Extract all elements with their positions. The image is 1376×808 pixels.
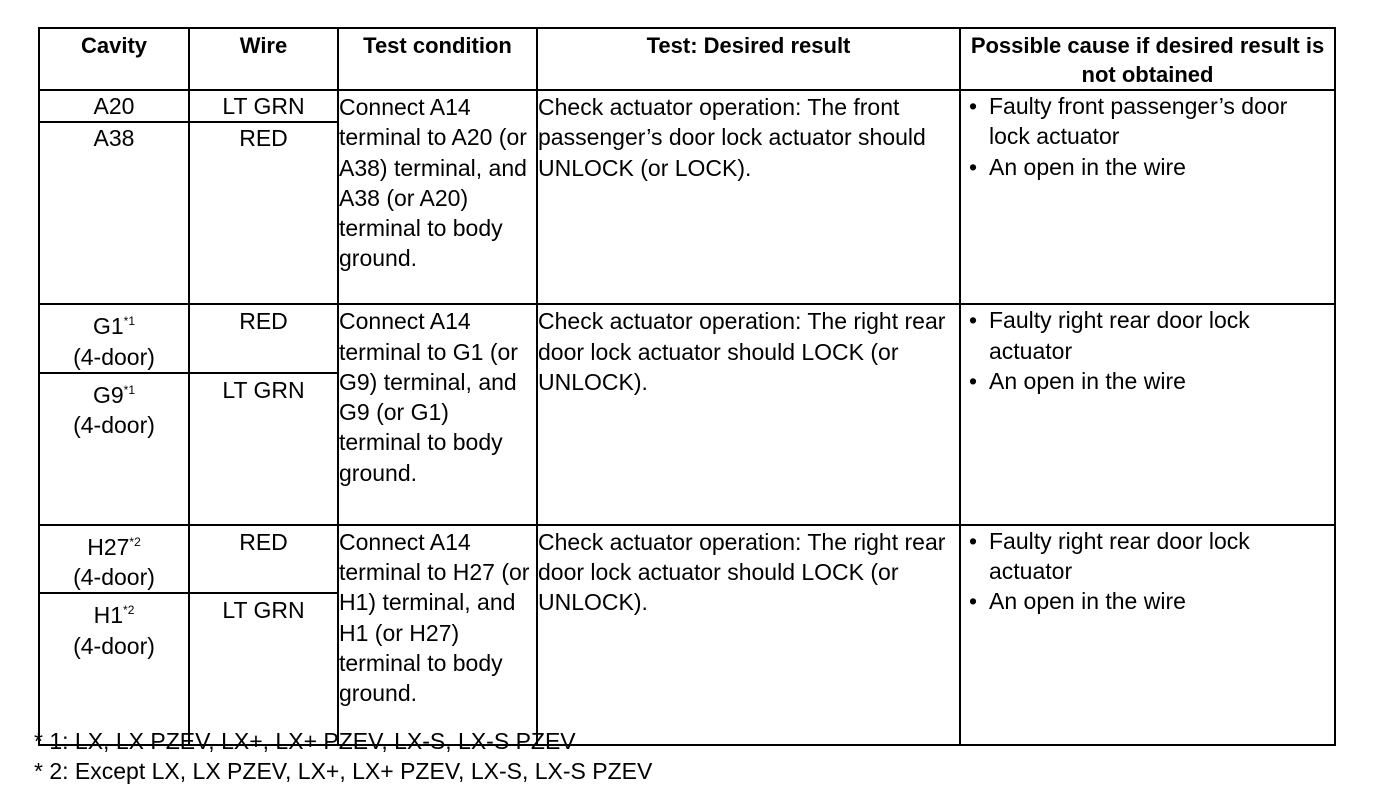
wire-color: LT GRN <box>222 376 305 403</box>
cause-list <box>961 91 1334 182</box>
bullet-icon: • <box>969 307 978 334</box>
bullet-icon: • <box>969 588 978 615</box>
possible-cause-cell <box>960 304 1335 525</box>
wire-cell <box>189 525 338 594</box>
header-row <box>39 28 1335 90</box>
cavity-id: A20 <box>93 93 135 119</box>
desired-result-text: Check actuator operation: The front passenger’s door lock actuator should UNLOCK (or LOCK). <box>538 94 926 181</box>
cause-text: Faulty front passenger’s door lock actuator <box>989 93 1288 150</box>
wire-cell <box>189 304 338 373</box>
footnote-ref: *1 <box>123 382 136 397</box>
table-row <box>39 304 1335 373</box>
cavity-cell <box>39 304 189 373</box>
table-row <box>39 90 1335 122</box>
cause-text: An open in the wire <box>989 588 1186 615</box>
cause-text: An open in the wire <box>989 367 1186 394</box>
cause-item <box>961 366 1334 396</box>
wire-cell <box>189 593 338 745</box>
cause-item <box>961 152 1334 182</box>
wire-color: RED <box>239 528 288 555</box>
bullet-icon: • <box>969 527 978 554</box>
footnote-ref: *2 <box>123 603 135 618</box>
header-possible-cause: Possible cause if desired result is not obtained <box>960 28 1335 90</box>
cause-item <box>961 91 1334 152</box>
possible-cause-cell <box>960 90 1335 304</box>
cavity-cell <box>39 90 189 122</box>
header-desired-result: Test: Desired result <box>537 28 960 90</box>
wire-color: LT GRN <box>222 93 305 119</box>
header-cavity: Cavity <box>39 28 189 90</box>
desired-result-cell <box>537 525 960 746</box>
footnote-ref: *1 <box>123 314 136 329</box>
table-row <box>39 525 1335 594</box>
footnote-ref: *2 <box>129 534 141 549</box>
test-condition-cell <box>338 304 537 525</box>
cause-text: Faulty right rear door lock actuator <box>989 307 1250 364</box>
cavity-note: (4-door) <box>73 412 155 439</box>
wire-cell <box>189 90 338 122</box>
test-table <box>38 27 1336 746</box>
possible-cause-cell <box>960 525 1335 746</box>
wire-color: RED <box>239 308 288 335</box>
cause-item <box>961 526 1334 587</box>
footnote-2: * 2: Except LX, LX PZEV, LX+, LX+ PZEV, LX-S, LX-S PZEV <box>34 758 653 784</box>
test-condition-text: Connect A14 terminal to H27 (or H1) terminal, and H1 (or H27) terminal to body ground. <box>339 528 530 707</box>
bullet-icon: • <box>969 367 978 394</box>
test-condition-cell <box>338 90 537 304</box>
cavity-id: G9 <box>92 381 124 408</box>
header-wire: Wire <box>189 28 338 90</box>
cavity-id: A38 <box>93 125 135 152</box>
wire-cell <box>189 373 338 525</box>
desired-result-cell <box>537 90 960 304</box>
bullet-icon: • <box>969 93 978 119</box>
cavity-note: (4-door) <box>73 564 155 591</box>
cavity-id: H27 <box>87 533 130 560</box>
cavity-cell <box>39 122 189 304</box>
cavity-note: (4-door) <box>73 343 155 370</box>
wire-cell <box>189 122 338 304</box>
wire-color: RED <box>239 125 288 152</box>
cause-item <box>961 305 1334 366</box>
cause-text: Faulty right rear door lock actuator <box>989 527 1250 585</box>
cavity-id: H1 <box>93 602 124 629</box>
test-condition-cell <box>338 525 537 746</box>
bullet-icon: • <box>969 153 978 180</box>
cavity-note: (4-door) <box>73 632 155 659</box>
test-condition-text: Connect A14 terminal to A20 (or A38) terminal, and A38 (or A20) terminal to body ground. <box>339 94 527 272</box>
cavity-cell <box>39 525 189 594</box>
wire-color: LT GRN <box>222 597 305 624</box>
header-test-condition: Test condition <box>338 28 537 90</box>
cause-item <box>961 586 1334 616</box>
desired-result-cell <box>537 304 960 525</box>
cause-list <box>961 526 1334 617</box>
cause-list <box>961 305 1334 396</box>
desired-result-text: Check actuator operation: The right rear door lock actuator should LOCK (or UNLOCK). <box>538 528 946 616</box>
cavity-cell <box>39 373 189 525</box>
desired-result-text: Check actuator operation: The right rear door lock actuator should LOCK (or UNLOCK). <box>538 308 946 395</box>
test-condition-text: Connect A14 terminal to G1 (or G9) terminal, and G9 (or G1) terminal to body ground. <box>339 308 518 486</box>
cavity-id: G1 <box>92 313 124 340</box>
cavity-cell <box>39 593 189 745</box>
footnote-1: * 1: LX, LX PZEV, LX+, LX+ PZEV, LX-S, LX-S PZEV <box>34 728 576 754</box>
footnotes <box>34 726 652 786</box>
cause-text: An open in the wire <box>989 153 1186 180</box>
